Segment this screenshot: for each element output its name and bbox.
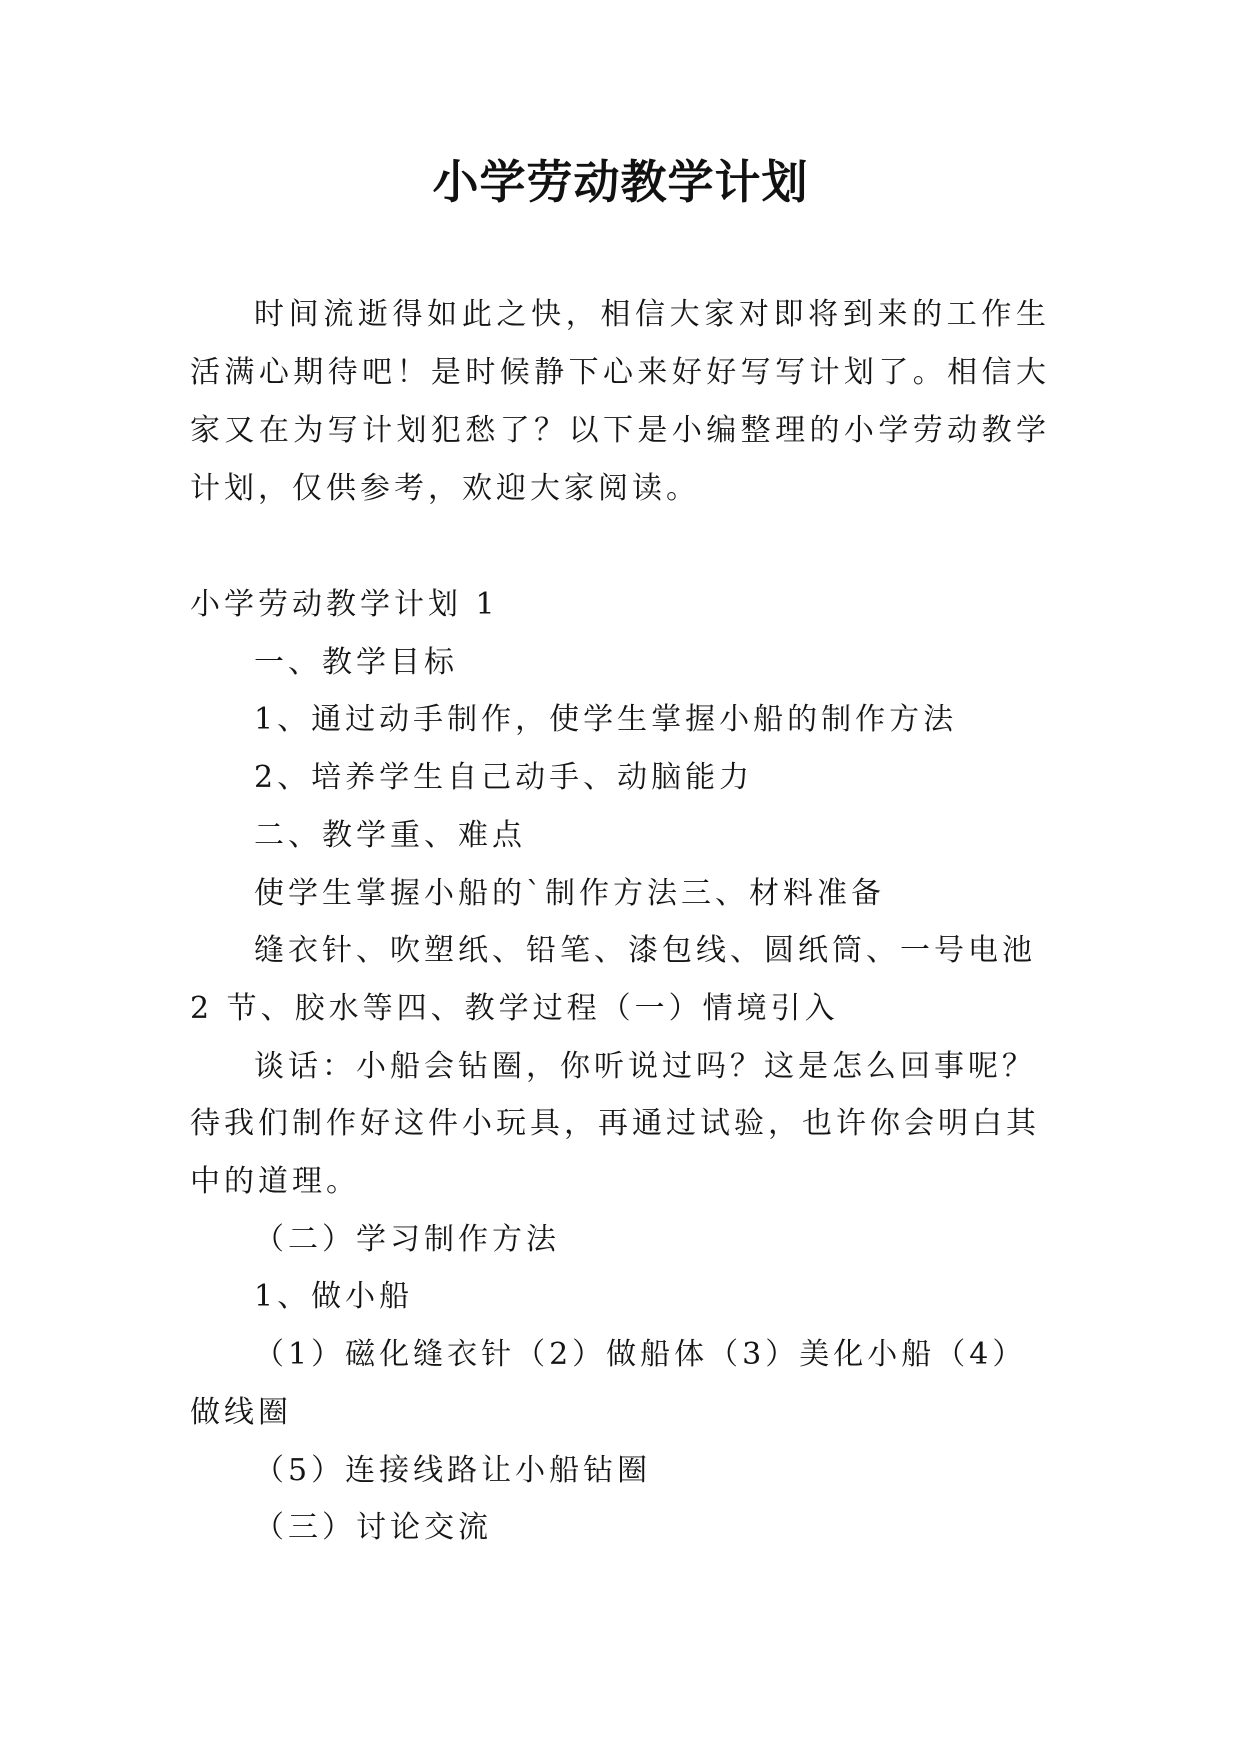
plan-section <box>190 576 1060 1557</box>
key-points-and-materials-heading: 使学生掌握小船的`制作方法三、材料准备 <box>254 875 885 911</box>
section-heading: 小学劳动教学计划 1 <box>190 587 499 622</box>
document-title: 小学劳动教学计划 <box>432 155 809 209</box>
heading-key-points: 二、教学重、难点 <box>254 817 526 853</box>
intro-paragraph: 时间流逝得如此之快，相信大家对即将到来的工作生活满心期待吧！是时候静下心来好好写写计划了。相信大家又在为写计划犯愁了？以下是小编整理的小学劳动教学计划，仅供参考，欢迎大家阅读。 <box>190 297 1050 506</box>
materials-list: 缝衣针、吹塑纸、铅笔、漆包线、圆纸筒、一号电池 2 节、胶水等四、教学过程（一）情境引入 <box>190 933 1036 1026</box>
substeps-1-to-4: （1）磁化缝衣针（2）做船体（3）美化小船（4）做线圈 <box>190 1337 1027 1430</box>
intro-talk-paragraph: 谈话：小船会钻圈，你听说过吗？这是怎么回事呢？待我们制作好这件小玩具，再通过试验，也许你会明白其中的道理。 <box>190 1048 1040 1200</box>
heading-learn-method: （二）学习制作方法 <box>254 1221 560 1257</box>
heading-discussion: （三）讨论交流 <box>254 1510 492 1546</box>
substep-5: （5）连接线路让小船钻圈 <box>254 1452 652 1488</box>
goal-item-1: 1、通过动手制作，使学生掌握小船的制作方法 <box>254 702 958 738</box>
goal-item-2: 2、培养学生自己动手、动脑能力 <box>254 760 754 796</box>
heading-teaching-goals: 一、教学目标 <box>254 644 458 680</box>
step-make-boat: 1、做小船 <box>254 1279 414 1315</box>
